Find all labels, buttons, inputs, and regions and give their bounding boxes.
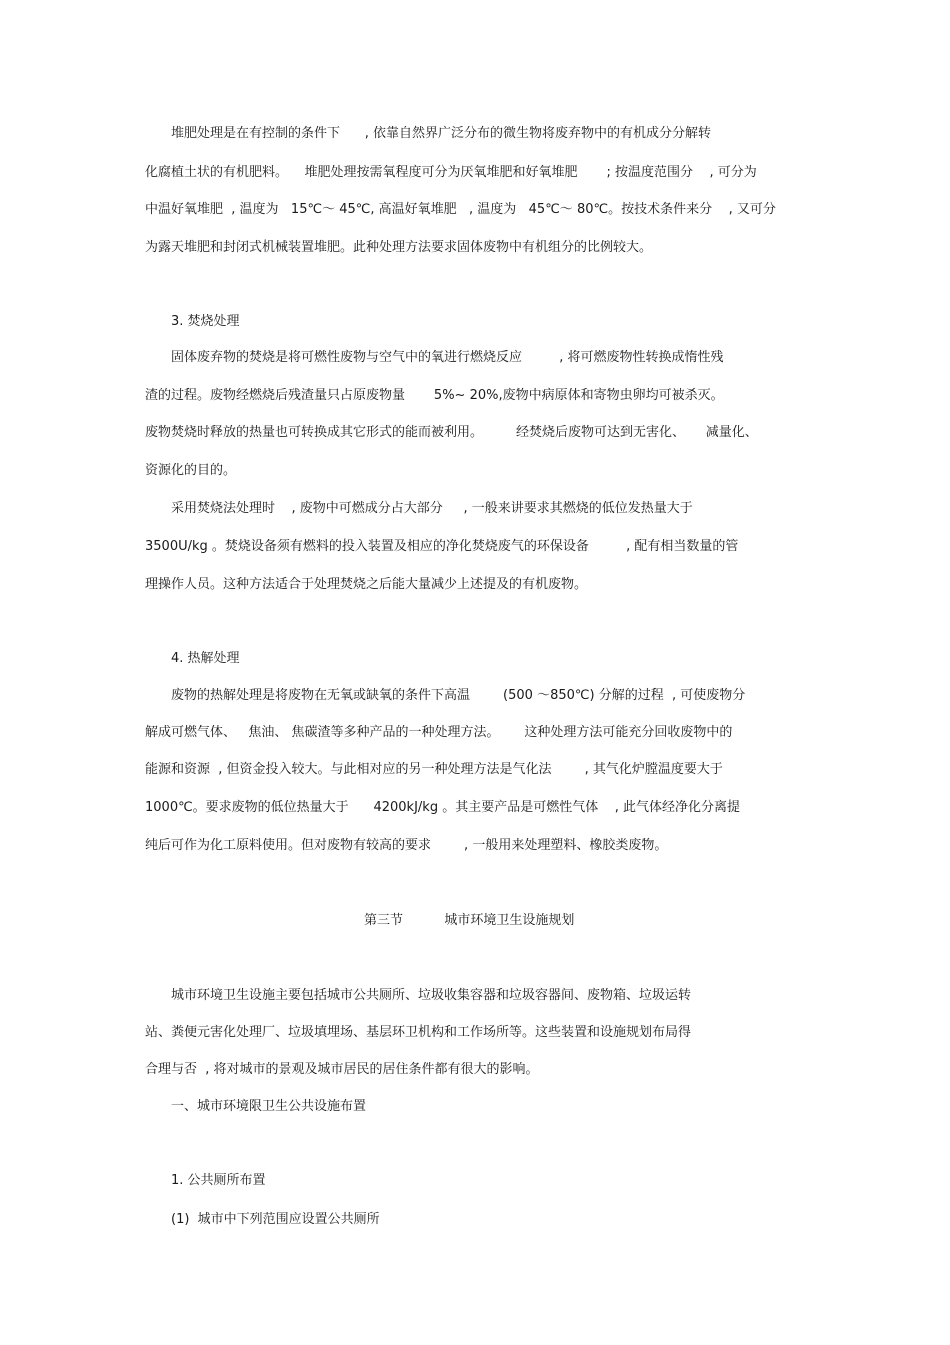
text-line: (1) 城市中下列范围应设置公共厕所 bbox=[171, 1212, 380, 1227]
text-line: 城市环境卫生设施主要包括城市公共厕所、垃圾收集容器和垃圾容器间、废物箱、垃圾运转 bbox=[171, 988, 692, 1003]
text-line: 采用焚烧法处理时 , 废物中可燃成分占大部分 , 一般来讲要求其燃烧的低位发热量大于 bbox=[171, 501, 693, 516]
section-heading: 4. 热解处理 bbox=[171, 651, 240, 666]
text-line: 渣的过程。废物经燃烧后残渣量只占原废物量 5%~ 20%,废物中病原体和寄物虫卵均可被杀灭。 bbox=[145, 388, 724, 403]
text-line: 1000℃。要求废物的低位热量大于 4200kJ/kg 。其主要产品是可燃性气体 , 此气体经净化分离提 bbox=[145, 800, 741, 815]
section-heading: 1. 公共厕所布置 bbox=[171, 1173, 266, 1188]
text-line: 纯后可作为化工原料使用。但对废物有较高的要求 , 一般用来处理塑料、橡胶类废物。 bbox=[145, 838, 668, 853]
text-line: 废物焚烧时释放的热量也可转换成其它形式的能而被利用。 经焚烧后废物可达到无害化、 减量化、 bbox=[145, 425, 758, 440]
text-line: 为露天堆肥和封闭式机械装置堆肥。此种处理方法要求固体废物中有机组分的比例较大。 bbox=[145, 240, 653, 255]
text-line: 固体废弃物的焚烧是将可燃性废物与空气中的氧进行燃烧反应 , 将可燃废物性转换成惰性残 bbox=[171, 350, 724, 365]
text-line: 理操作人员。这种方法适合于处理焚烧之后能大量减少上述提及的有机废物。 bbox=[145, 577, 588, 592]
text-line: 废物的热解处理是将废物在无氧或缺氧的条件下高温 (500 ～850℃) 分解的过程 , 可使废物分 bbox=[171, 688, 746, 703]
text-line: 堆肥处理是在有控制的条件下 , 依靠自然界广泛分布的微生物将废弃物中的有机成分分解转 bbox=[171, 126, 712, 141]
text-line: 3500U/kg 。焚烧设备须有燃料的投入装置及相应的净化焚烧废气的环保设备 , 配有相当数量的管 bbox=[145, 539, 739, 554]
text-line: 站、粪便元害化处理厂、垃圾填埋场、基层环卫机构和工作场所等。这些装置和设施规划布局得 bbox=[145, 1025, 692, 1040]
subsection-heading: 一、城市环境限卫生公共设施布置 bbox=[171, 1099, 367, 1114]
text-line: 中温好氧堆肥 , 温度为 15℃～ 45℃, 高温好氧堆肥 , 温度为 45℃～ 80℃。按技术条件来分 , 又可分 bbox=[145, 202, 776, 217]
text-line: 能源和资源 , 但资金投入较大。与此相对应的另一种处理方法是气化法 , 其气化炉膛温度要大于 bbox=[145, 762, 723, 777]
section-heading: 3. 焚烧处理 bbox=[171, 314, 240, 329]
text-line: 化腐植土状的有机肥料。 堆肥处理按需氧程度可分为厌氧堆肥和好氧堆肥 ; 按温度范围分 , 可分为 bbox=[145, 165, 757, 180]
text-line: 资源化的目的。 bbox=[145, 463, 237, 478]
text-line: 解成可燃气体、 焦油、 焦碳渣等多种产品的一种处理方法。 这种处理方法可能充分回收废物中的 bbox=[145, 725, 733, 740]
text-line: 合理与否 , 将对城市的景观及城市居民的居住条件都有很大的影响。 bbox=[145, 1062, 539, 1077]
chapter-heading: 第三节 城市环境卫生设施规划 bbox=[364, 913, 575, 928]
